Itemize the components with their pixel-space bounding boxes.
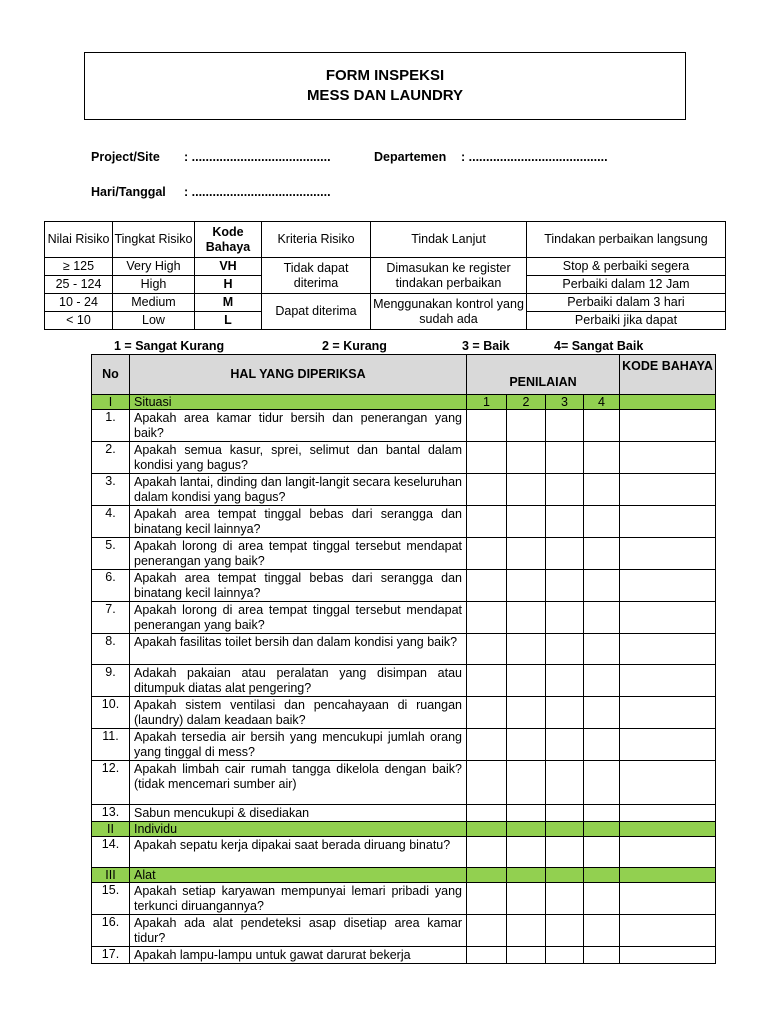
score-cell-1[interactable]	[467, 506, 507, 538]
risk-row-medium	[45, 294, 726, 312]
score-cell-3[interactable]	[546, 761, 584, 805]
risk-kode: L	[195, 312, 262, 330]
kode-bahaya-cell[interactable]	[620, 915, 716, 947]
score-cell-1[interactable]	[467, 665, 507, 697]
item-number: 15.	[92, 883, 130, 915]
risk-tindakan: Perbaiki dalam 12 Jam	[527, 276, 726, 294]
risk-matrix-table	[44, 221, 726, 330]
score-cell-4[interactable]	[584, 442, 620, 474]
score-cell-2[interactable]	[507, 665, 546, 697]
score-col-1: 1	[467, 395, 507, 410]
section-blank-cell	[584, 868, 620, 883]
checklist-header-row	[92, 355, 716, 395]
section-blank-cell	[467, 822, 507, 837]
risk-nilai: < 10	[45, 312, 113, 330]
kode-bahaya-cell[interactable]	[620, 883, 716, 915]
checklist-item-row	[92, 665, 716, 697]
item-question: Apakah lorong di area tempat tinggal tersebut mendapat penerangan yang baik?	[130, 602, 467, 634]
score-cell-4[interactable]	[584, 729, 620, 761]
risk-nilai: 25 - 124	[45, 276, 113, 294]
kode-bahaya-cell[interactable]	[620, 474, 716, 506]
score-cell-1[interactable]	[467, 442, 507, 474]
section-kode-cell	[620, 395, 716, 410]
legend-score-4: 4= Sangat Baik	[554, 339, 644, 353]
risk-tingkat: Medium	[113, 294, 195, 312]
score-cell-4[interactable]	[584, 570, 620, 602]
risk-nilai: 10 - 24	[45, 294, 113, 312]
hari-tanggal-value: : ........................................	[184, 185, 331, 199]
item-question: Apakah lampu-lampu untuk gawat darurat bekerja	[130, 947, 467, 964]
checklist-item-row	[92, 761, 716, 805]
project-site-value: : ........................................	[184, 150, 331, 164]
checklist-item-row	[92, 570, 716, 602]
hari-tanggal-field[interactable]	[91, 185, 331, 199]
score-cell-2[interactable]	[507, 602, 546, 634]
checklist-item-row	[92, 837, 716, 868]
score-cell-1[interactable]	[467, 837, 507, 868]
score-col-2: 2	[507, 395, 546, 410]
score-cell-2[interactable]	[507, 761, 546, 805]
item-number: 11.	[92, 729, 130, 761]
item-question: Apakah area tempat tinggal bebas dari serangga dan binatang kecil lainnya?	[130, 570, 467, 602]
risk-header-kode: Kode Bahaya	[195, 222, 262, 258]
item-number: 1.	[92, 410, 130, 442]
item-question: Apakah lantai, dinding dan langit-langit secara keseluruhan dalam kondisi yang bagus?	[130, 474, 467, 506]
score-cell-1[interactable]	[467, 883, 507, 915]
item-number: 4.	[92, 506, 130, 538]
item-question: Apakah limbah cair rumah tangga dikelola dengan baik? (tidak mencemari sumber air)	[130, 761, 467, 805]
item-question: Apakah sistem ventilasi dan pencahayaan di ruangan (laundry) dalam keadaan baik?	[130, 697, 467, 729]
section-blank-cell	[507, 868, 546, 883]
kode-bahaya-cell[interactable]	[620, 506, 716, 538]
score-cell-4[interactable]	[584, 915, 620, 947]
departemen-value: : ........................................	[461, 150, 608, 164]
item-question: Apakah area kamar tidur bersih dan penerangan yang baik?	[130, 410, 467, 442]
section-blank-cell	[620, 868, 716, 883]
score-cell-1[interactable]	[467, 410, 507, 442]
header-penilaian: PENILAIAN	[467, 355, 620, 395]
score-cell-4[interactable]	[584, 697, 620, 729]
inspection-checklist-table	[91, 354, 716, 964]
checklist-item-row	[92, 538, 716, 570]
departemen-label: Departemen	[374, 150, 447, 164]
checklist-item-row	[92, 634, 716, 665]
score-cell-4[interactable]	[584, 837, 620, 868]
score-col-3: 3	[546, 395, 584, 410]
score-cell-2[interactable]	[507, 442, 546, 474]
score-cell-3[interactable]	[546, 410, 584, 442]
score-cell-4[interactable]	[584, 538, 620, 570]
item-number: 7.	[92, 602, 130, 634]
kode-bahaya-cell[interactable]	[620, 729, 716, 761]
section-row-individu	[92, 822, 716, 837]
legend-score-3: 3 = Baik	[462, 339, 510, 353]
checklist-item-row	[92, 410, 716, 442]
score-cell-2[interactable]	[507, 474, 546, 506]
checklist-item-row	[92, 915, 716, 947]
kode-bahaya-cell[interactable]	[620, 697, 716, 729]
score-cell-2[interactable]	[507, 697, 546, 729]
score-cell-4[interactable]	[584, 474, 620, 506]
item-question: Apakah ada alat pendeteksi asap disetiap area kamar tidur?	[130, 915, 467, 947]
item-number: 2.	[92, 442, 130, 474]
section-row-situasi	[92, 395, 716, 410]
kode-bahaya-cell[interactable]	[620, 538, 716, 570]
item-number: 6.	[92, 570, 130, 602]
checklist-item-row	[92, 442, 716, 474]
section-label: Situasi	[130, 395, 467, 410]
item-question: Apakah sepatu kerja dipakai saat berada diruang binatu?	[130, 837, 467, 868]
header-kode-bahaya: KODE BAHAYA	[620, 355, 716, 395]
checklist-item-row	[92, 506, 716, 538]
item-number: 16.	[92, 915, 130, 947]
departemen-field[interactable]	[374, 150, 608, 164]
score-cell-1[interactable]	[467, 634, 507, 665]
risk-header-tingkat: Tingkat Risiko	[113, 222, 195, 258]
score-cell-3[interactable]	[546, 570, 584, 602]
section-label: Individu	[130, 822, 467, 837]
checklist-item-row	[92, 947, 716, 964]
score-cell-3[interactable]	[546, 474, 584, 506]
risk-tindak-low: Menggunakan kontrol yang sudah ada	[371, 294, 527, 330]
item-number: 5.	[92, 538, 130, 570]
form-title-box	[84, 52, 686, 120]
kode-bahaya-cell[interactable]	[620, 761, 716, 805]
form-title-line2: MESS DAN LAUNDRY	[306, 87, 464, 104]
risk-kriteria-low: Dapat diterima	[262, 294, 371, 330]
item-number: 9.	[92, 665, 130, 697]
section-blank-cell	[546, 822, 584, 837]
kode-bahaya-cell[interactable]	[620, 947, 716, 964]
score-cell-2[interactable]	[507, 570, 546, 602]
risk-header-row	[45, 222, 726, 258]
score-cell-2[interactable]	[507, 805, 546, 822]
item-question: Apakah fasilitas toilet bersih dan dalam kondisi yang baik?	[130, 634, 467, 665]
item-number: 13.	[92, 805, 130, 822]
project-site-label: Project/Site	[91, 150, 160, 164]
score-cell-4[interactable]	[584, 634, 620, 665]
score-cell-2[interactable]	[507, 837, 546, 868]
score-cell-3[interactable]	[546, 837, 584, 868]
kode-bahaya-cell[interactable]	[620, 602, 716, 634]
score-cell-3[interactable]	[546, 947, 584, 964]
section-number: I	[92, 395, 130, 410]
header-no: No	[92, 355, 130, 395]
risk-kode: H	[195, 276, 262, 294]
score-cell-2[interactable]	[507, 947, 546, 964]
risk-nilai: ≥ 125	[45, 258, 113, 276]
score-cell-1[interactable]	[467, 947, 507, 964]
score-cell-3[interactable]	[546, 538, 584, 570]
score-cell-1[interactable]	[467, 697, 507, 729]
score-cell-1[interactable]	[467, 602, 507, 634]
checklist-item-row	[92, 602, 716, 634]
item-question: Adakah pakaian atau peralatan yang disimpan atau ditumpuk diatas alat pengering?	[130, 665, 467, 697]
checklist-item-row	[92, 883, 716, 915]
item-question: Sabun mencukupi & disediakan	[130, 805, 467, 822]
header-hal-diperiksa: HAL YANG DIPERIKSA	[130, 355, 467, 395]
score-cell-1[interactable]	[467, 570, 507, 602]
section-blank-cell	[584, 822, 620, 837]
item-number: 12.	[92, 761, 130, 805]
section-number: III	[92, 868, 130, 883]
score-cell-3[interactable]	[546, 883, 584, 915]
score-cell-4[interactable]	[584, 665, 620, 697]
risk-kode: VH	[195, 258, 262, 276]
kode-bahaya-cell[interactable]	[620, 410, 716, 442]
risk-tindakan: Perbaiki jika dapat	[527, 312, 726, 330]
item-number: 8.	[92, 634, 130, 665]
section-label: Alat	[130, 868, 467, 883]
risk-tindak-high: Dimasukan ke register tindakan perbaikan	[371, 258, 527, 294]
risk-row-very-high	[45, 258, 726, 276]
risk-tindakan: Perbaiki dalam 3 hari	[527, 294, 726, 312]
risk-tingkat: Low	[113, 312, 195, 330]
section-row-alat	[92, 868, 716, 883]
item-number: 10.	[92, 697, 130, 729]
score-cell-3[interactable]	[546, 729, 584, 761]
score-cell-2[interactable]	[507, 915, 546, 947]
score-cell-3[interactable]	[546, 442, 584, 474]
checklist-item-row	[92, 729, 716, 761]
section-blank-cell	[620, 822, 716, 837]
section-number: II	[92, 822, 130, 837]
risk-tindakan: Stop & perbaiki segera	[527, 258, 726, 276]
score-cell-4[interactable]	[584, 947, 620, 964]
risk-header-nilai: Nilai Risiko	[45, 222, 113, 258]
risk-tingkat: Very High	[113, 258, 195, 276]
risk-kriteria-high: Tidak dapat diterima	[262, 258, 371, 294]
kode-bahaya-cell[interactable]	[620, 805, 716, 822]
risk-header-tindakan: Tindakan perbaikan langsung	[527, 222, 726, 258]
item-question: Apakah setiap karyawan mempunyai lemari pribadi yang terkunci diruangannya?	[130, 883, 467, 915]
score-cell-4[interactable]	[584, 506, 620, 538]
legend-score-1: 1 = Sangat Kurang	[114, 339, 225, 353]
item-question: Apakah semua kasur, sprei, selimut dan bantal dalam kondisi yang bagus?	[130, 442, 467, 474]
score-cell-1[interactable]	[467, 805, 507, 822]
score-cell-2[interactable]	[507, 410, 546, 442]
item-number: 3.	[92, 474, 130, 506]
score-cell-4[interactable]	[584, 602, 620, 634]
kode-bahaya-cell[interactable]	[620, 442, 716, 474]
section-blank-cell	[507, 822, 546, 837]
kode-bahaya-cell[interactable]	[620, 837, 716, 868]
score-cell-4[interactable]	[584, 883, 620, 915]
item-number: 14.	[92, 837, 130, 868]
risk-header-tindak: Tindak Lanjut	[371, 222, 527, 258]
section-blank-cell	[546, 868, 584, 883]
score-cell-2[interactable]	[507, 883, 546, 915]
score-cell-3[interactable]	[546, 506, 584, 538]
risk-tingkat: High	[113, 276, 195, 294]
score-cell-1[interactable]	[467, 474, 507, 506]
score-cell-3[interactable]	[546, 665, 584, 697]
legend-score-2: 2 = Kurang	[322, 339, 387, 353]
form-title-line1: FORM INSPEKSI	[325, 67, 445, 84]
score-cell-3[interactable]	[546, 602, 584, 634]
score-cell-3[interactable]	[546, 915, 584, 947]
checklist-item-row	[92, 697, 716, 729]
score-cell-2[interactable]	[507, 506, 546, 538]
score-cell-3[interactable]	[546, 805, 584, 822]
item-question: Apakah tersedia air bersih yang mencukupi jumlah orang yang tinggal di mess?	[130, 729, 467, 761]
score-cell-1[interactable]	[467, 729, 507, 761]
score-cell-1[interactable]	[467, 915, 507, 947]
score-cell-4[interactable]	[584, 761, 620, 805]
score-cell-1[interactable]	[467, 538, 507, 570]
score-cell-2[interactable]	[507, 729, 546, 761]
project-site-field[interactable]	[91, 150, 331, 164]
item-number: 17.	[92, 947, 130, 964]
risk-header-kriteria: Kriteria Risiko	[262, 222, 371, 258]
item-question: Apakah area tempat tinggal bebas dari serangga dan binatang kecil lainnya?	[130, 506, 467, 538]
score-cell-2[interactable]	[507, 634, 546, 665]
score-cell-4[interactable]	[584, 805, 620, 822]
kode-bahaya-cell[interactable]	[620, 665, 716, 697]
score-col-4: 4	[584, 395, 620, 410]
item-question: Apakah lorong di area tempat tinggal tersebut mendapat penerangan yang baik?	[130, 538, 467, 570]
kode-bahaya-cell[interactable]	[620, 570, 716, 602]
hari-tanggal-label: Hari/Tanggal	[91, 185, 166, 199]
risk-kode: M	[195, 294, 262, 312]
score-cell-2[interactable]	[507, 538, 546, 570]
score-cell-4[interactable]	[584, 410, 620, 442]
kode-bahaya-cell[interactable]	[620, 634, 716, 665]
checklist-item-row	[92, 474, 716, 506]
section-blank-cell	[467, 868, 507, 883]
checklist-item-row	[92, 805, 716, 822]
score-cell-3[interactable]	[546, 697, 584, 729]
score-cell-3[interactable]	[546, 634, 584, 665]
score-cell-1[interactable]	[467, 761, 507, 805]
